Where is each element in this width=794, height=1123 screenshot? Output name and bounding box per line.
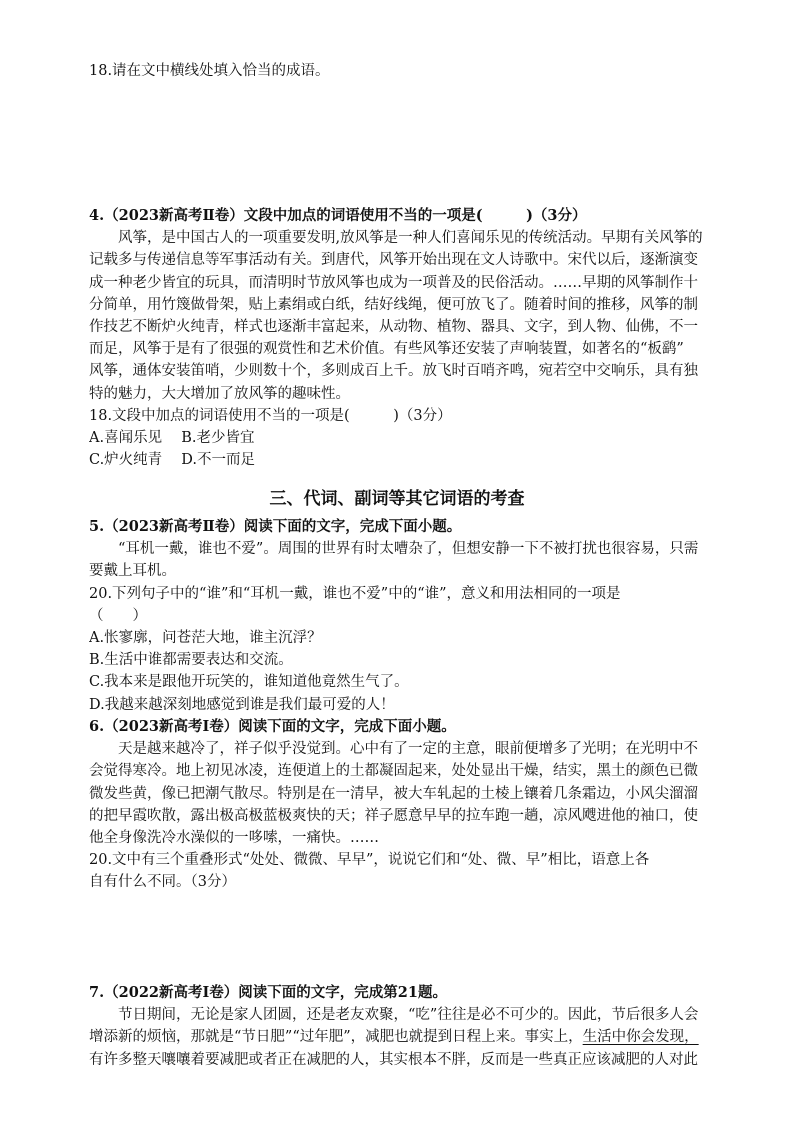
passage-line: 而足，风筝于是有了很强的观赏性和艺术价值。有些风筝还安装了声响装置，如著名的“板鹞” [89,341,684,358]
passage-line: “耳机一戴，谁也不爱”。周围的世界有时太嘈杂了，但想安静一下不被打扰也很容易，只需 [118,541,699,558]
question-text: 18.请在文中横线处填入恰当的成语。 [89,63,330,79]
passage-line: 成一种老少皆宜的玩具，而清明时节放风筝也成为一项普及的民俗活动。……早期的风筝制作十 [89,274,698,291]
passage-line: 要戴上耳机。 [89,563,176,580]
question-heading: 5.（2023新高考Ⅱ卷）阅读下面的文字，完成下面小题。 [89,518,462,535]
question-heading: 7.（2022新高考Ⅰ卷）阅读下面的文字，完成第21题。 [89,984,447,1001]
question-5 [89,516,733,716]
passage-line: 天是越来越冷了，祥子似乎没觉到。心中有了一定的主意，眼前便增多了光明；在光明中不 [118,741,698,758]
underlined-sentence: 生活中你会发现， [582,1029,699,1046]
question-7 [89,982,733,1071]
passage-line: 记载多与传递信息等军事活动有关。到唐代，风筝开始出现在文人诗歌中。宋代以后，逐渐演变 [89,252,698,269]
options-row: C.炉火纯青 D.不一而足 [89,452,256,469]
passage-text: 增添新的烦恼，那就是“节日肥”“过年肥”，减肥也就提到日程上来。事实上， [89,1029,583,1046]
passage-line: 特的魅力，大大增加了放风筝的趣味性。 [89,385,350,402]
passage-line: 节日期间，无论是家人团圆，还是老友欢聚，“吃”往往是必不可少的。因此，节后很多人会 [118,1007,699,1024]
question-heading: 6.（2023新高考Ⅰ卷）阅读下面的文字，完成下面小题。 [89,718,456,735]
option-a: A.怅寥廓，问苍茫大地，谁主沉浮？ [89,629,322,646]
question-6 [89,716,733,894]
section-title: 三、代词、副词等其它词语的考查 [269,489,525,509]
passage-line: 作技艺不断炉火纯青，样式也逐渐丰富起来，从动物、植物、器具、文字，到人物、仙佛，不一 [89,318,698,335]
question-heading: 4.（2023新高考Ⅱ卷）文段中加点的词语使用不当的一项是( )（3分） [89,207,587,224]
passage-line: 风筝，是中国古人的一项重要发明,放风筝是一种人们喜闻乐见的传统活动。早期有关风筝的 [118,230,703,247]
question-text: 18.文段中加点的词语使用不当的一项是( )（3分） [89,407,452,424]
passage-line: 微发些黄，像已把潮气散尽。特别是在一清早，被大车轧起的土棱上镶着几条霜边，小风尖溜溜 [89,785,698,802]
options-row: A.喜闻乐见 B.老少皆宜 [89,429,255,446]
answer-blank: （ ） [89,607,147,624]
question-18-fill-idiom [89,60,733,82]
question-text: 20.文中有三个重叠形式“处处、微微、早早”，说说它们和“处、微、早”相比，语意上各 [89,852,650,869]
passage-line: 风筝，通体安装笛哨，少则数十个，多则成百上千。放飞时百哨齐鸣，宛若空中交响乐，具有独 [89,363,698,380]
question-text: 自有什么不同。（3分） [89,874,236,891]
question-4 [89,205,733,471]
passage-line: 的把早霞吹散，露出极高极蓝极爽快的天；祥子愿意早早的拉车跑一趟，凉风飕进他的袖口，使 [89,807,698,824]
option-c: C.我本来是跟他开玩笑的，谁知道他竟然生气了。 [89,674,409,691]
question-text: 20.下列句子中的“谁”和“耳机一戴，谁也不爱”中的“谁”，意义和用法相同的一项是 [89,585,621,602]
passage-line: 他全身像洗冷水澡似的一哆嗦，一痛快。…… [89,829,379,846]
option-d: D.我越来越深刻地感觉到谁是我们最可爱的人！ [89,696,395,713]
passage-line: 会觉得寒冷。地上初见冰凌，连便道上的土都凝固起来，处处显出干燥，结实，黑土的颜色已微 [89,763,698,780]
passage-line: 分简单，用竹篾做骨架，贴上素绢或白纸，结好线绳，便可放飞了。随着时间的推移，风筝的制 [89,296,698,313]
option-b: B.生活中谁都需要表达和交流。 [89,652,293,669]
passage-line: 有许多整天嚷嚷着要减肥或者正在减肥的人，其实根本不胖，反而是一些真正应该减肥的人对此 [89,1051,698,1068]
passage-line [89,1026,733,1048]
